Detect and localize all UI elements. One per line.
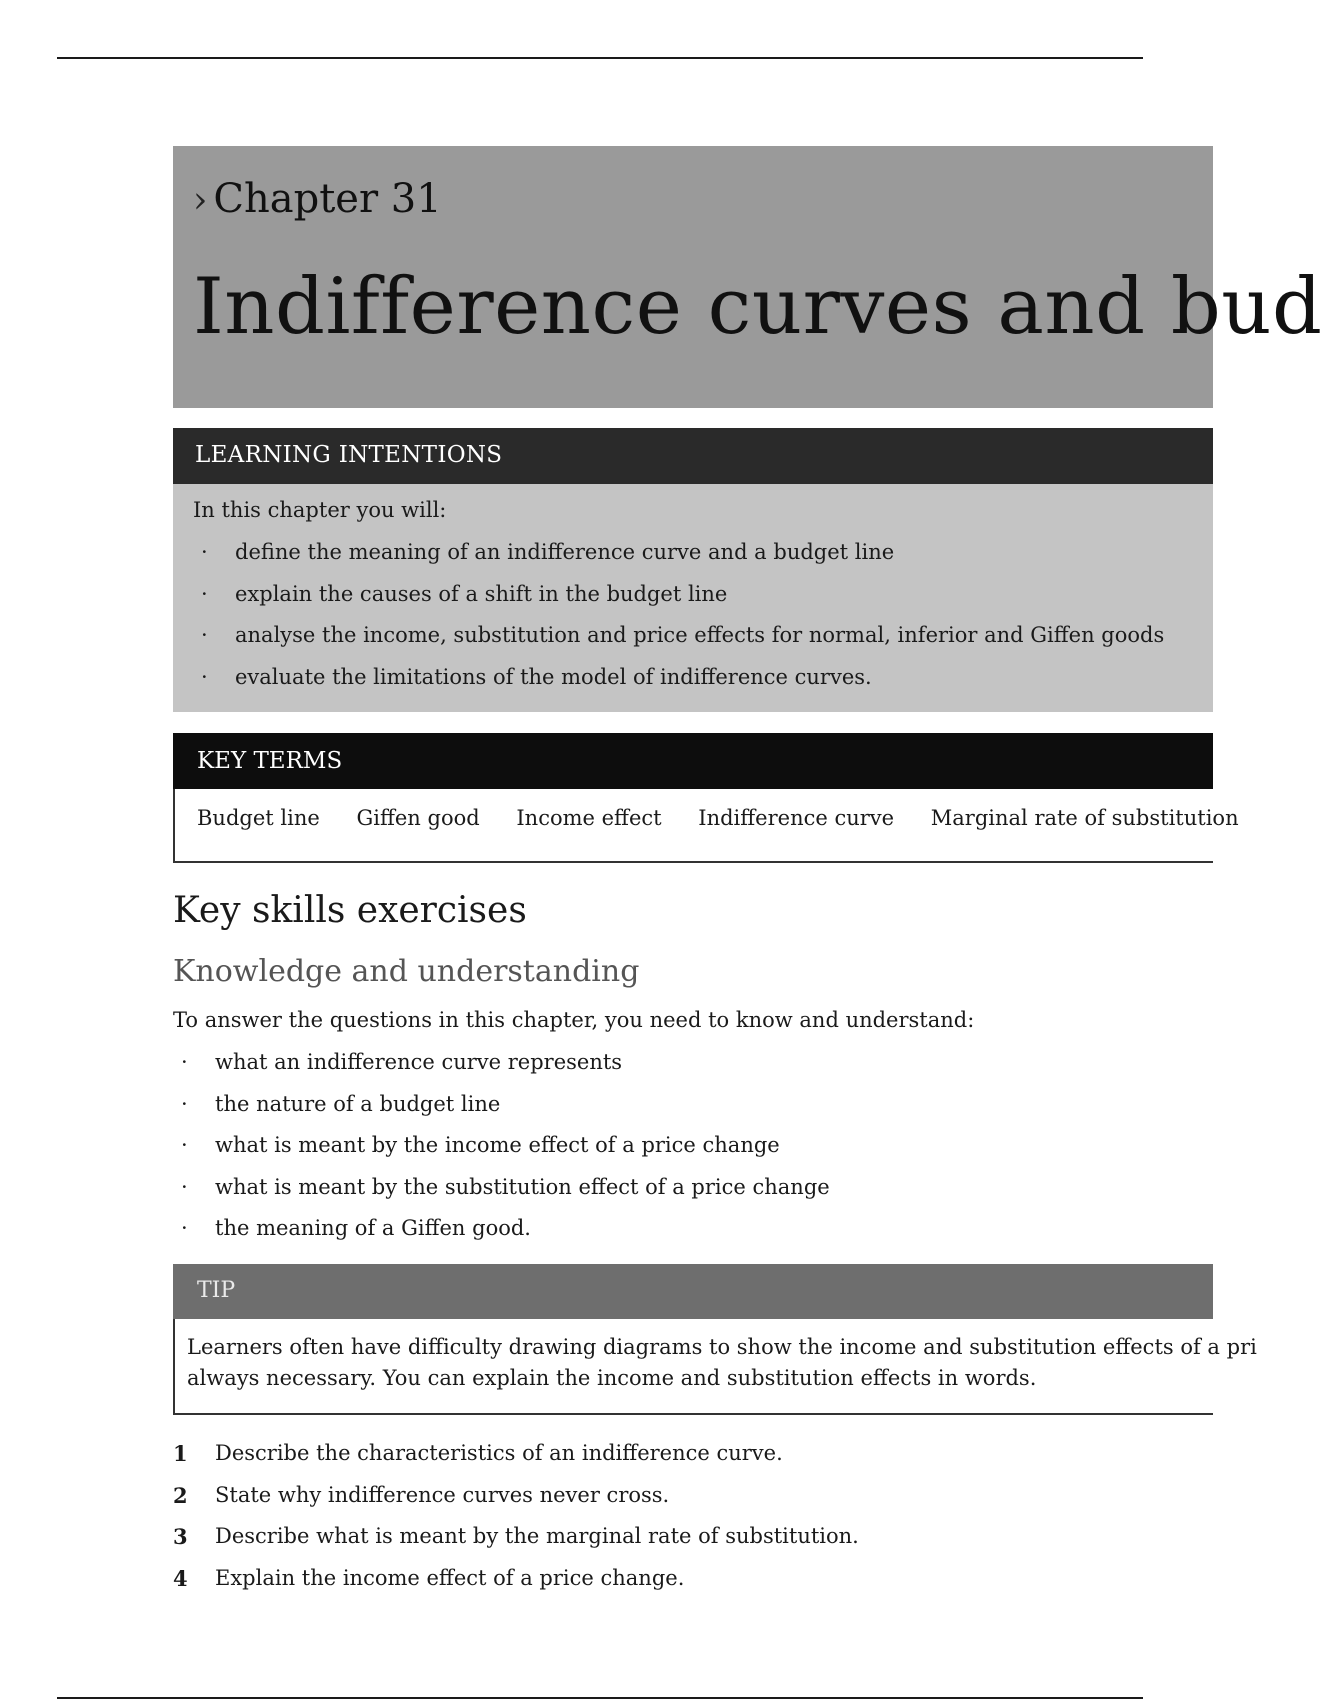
- key-terms-heading: KEY TERMS: [197, 748, 343, 774]
- question-number: 3: [173, 1524, 188, 1549]
- bullet-icon: ·: [201, 581, 208, 606]
- knowledge-list: [173, 1042, 830, 1250]
- list-item: · evaluate the limitations of the model of indifference curves.: [193, 657, 1164, 699]
- bullet-icon: ·: [201, 623, 208, 647]
- key-term: Giffen good: [356, 806, 480, 830]
- tip-heading: TIP: [197, 1278, 236, 1303]
- bottom-rule: [57, 1697, 1143, 1699]
- question-text: Describe the characteristics of an indifference curve.: [215, 1441, 783, 1465]
- list-item: · the nature of a budget line: [173, 1084, 830, 1126]
- tip-line: Learners often have difficulty drawing diagrams to show the income and substitution effects of a pri: [187, 1335, 1257, 1359]
- key-term: Marginal rate of substitution: [930, 806, 1239, 830]
- question-item: [173, 1558, 859, 1600]
- bullet-icon: ·: [181, 1216, 188, 1240]
- bullet-icon: ·: [181, 1133, 188, 1157]
- section-heading: Key skills exercises: [173, 890, 527, 931]
- key-terms-body: [173, 789, 1239, 863]
- question-item: [173, 1433, 859, 1475]
- bullet-icon: ·: [181, 1174, 188, 1199]
- chapter-title: Indifference curves and bud: [193, 262, 1322, 352]
- question-number: 1: [173, 1441, 188, 1466]
- list-item: · the meaning of a Giffen good.: [173, 1208, 830, 1250]
- subsection-heading: Knowledge and understanding: [173, 954, 640, 989]
- question-text: Describe what is meant by the marginal rate of substitution.: [215, 1524, 859, 1548]
- tip-line: always necessary. You can explain the income and substitution effects in words.: [187, 1366, 1037, 1390]
- list-item: · what is meant by the income effect of a price change: [173, 1125, 830, 1167]
- bullet-icon: ·: [181, 1050, 188, 1074]
- key-term: Indifference curve: [698, 806, 895, 830]
- list-item: · what is meant by the substitution effect of a price change: [173, 1167, 830, 1209]
- chapter-banner: [173, 146, 1322, 408]
- list-item: · define the meaning of an indifference curve and a budget line: [193, 532, 1164, 574]
- learning-intentions-list: [193, 532, 1164, 698]
- list-item: · what an indifference curve represents: [173, 1042, 830, 1084]
- chapter-label-text: Chapter 31: [213, 176, 442, 222]
- chevron-right-icon: ›: [193, 180, 208, 221]
- learning-intentions-body: [173, 484, 1213, 712]
- tip-text: [187, 1332, 1257, 1394]
- bullet-icon: ·: [201, 540, 208, 564]
- key-terms-list: [197, 806, 1269, 830]
- list-item: · explain the causes of a shift in the budget line: [193, 574, 1164, 616]
- question-number: 4: [173, 1565, 188, 1591]
- key-terms-header: [173, 733, 1213, 789]
- chapter-label: [193, 176, 442, 222]
- bullet-icon: ·: [201, 664, 208, 689]
- bullet-icon: ·: [181, 1091, 188, 1116]
- knowledge-intro: To answer the questions in this chapter, you need to know and understand:: [173, 1008, 975, 1032]
- question-item: [173, 1516, 859, 1558]
- top-rule: [57, 57, 1143, 59]
- key-term: Income effect: [516, 806, 662, 830]
- question-text: State why indifference curves never cross.: [215, 1482, 670, 1507]
- question-item: [173, 1475, 859, 1517]
- learning-intentions-header: [173, 428, 1213, 484]
- learning-intentions-heading: LEARNING INTENTIONS: [195, 442, 503, 468]
- tip-header: [173, 1264, 1213, 1319]
- question-number: 2: [173, 1482, 188, 1508]
- list-item: · analyse the income, substitution and price effects for normal, inferior and Giffen goods: [193, 615, 1164, 657]
- tip-body: [173, 1319, 1257, 1415]
- questions-list: [173, 1433, 859, 1599]
- learning-intentions-intro: In this chapter you will:: [193, 498, 447, 522]
- question-text: Explain the income effect of a price change.: [215, 1565, 685, 1590]
- key-term: Budget line: [197, 806, 320, 830]
